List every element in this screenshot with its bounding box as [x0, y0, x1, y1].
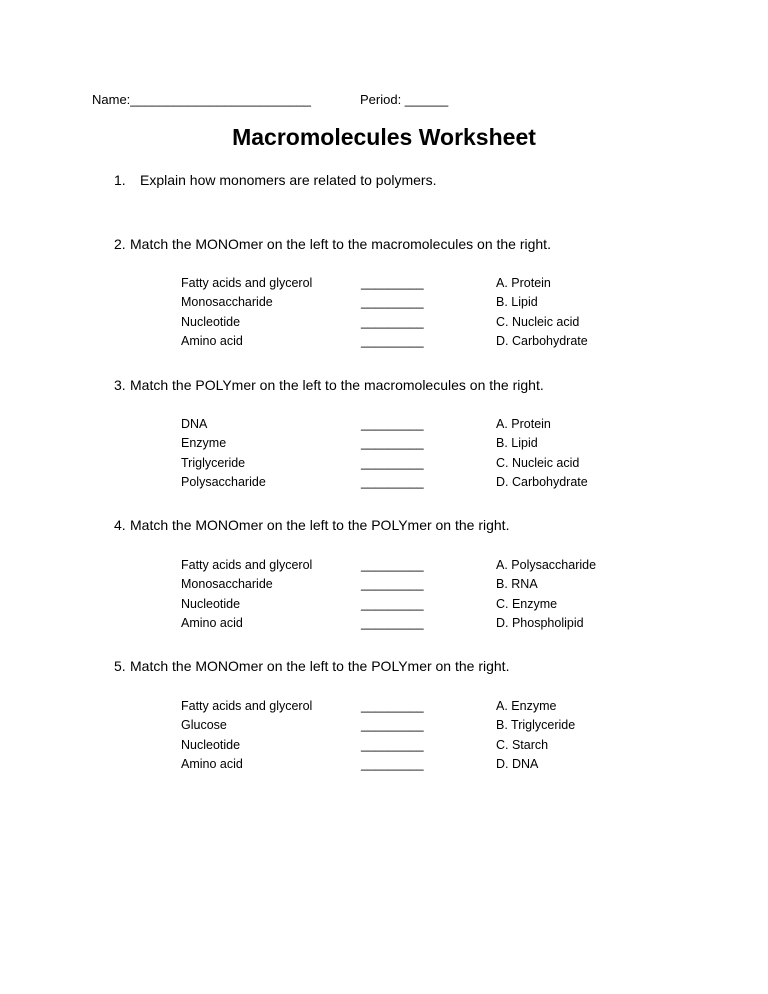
match-right-item: B. Lipid — [496, 295, 538, 310]
match-left-item: Fatty acids and glycerol — [181, 558, 313, 572]
question-number: 2. — [114, 236, 126, 252]
match-left-item: Fatty acids and glycerol — [181, 276, 313, 290]
match-blank-column — [361, 556, 424, 633]
answer-blank[interactable]: _________ — [361, 417, 424, 431]
question-text: Match the MONOmer on the left to the POLYmer on the right. — [130, 658, 510, 674]
answer-blank[interactable]: _________ — [361, 756, 424, 771]
match-right-item: C. Nucleic acid — [496, 455, 580, 470]
match-right-column — [496, 556, 596, 633]
answer-blank[interactable]: _________ — [361, 295, 424, 310]
answer-blank[interactable]: _________ — [361, 455, 424, 470]
answer-blank[interactable]: _________ — [361, 558, 424, 572]
question-number: 1. — [114, 172, 126, 188]
match-left-item: DNA — [181, 417, 208, 431]
answer-blank[interactable]: _________ — [361, 699, 424, 713]
question-text: Match the MONOmer on the left to the POLYmer on the right. — [130, 517, 510, 533]
match-right-item: B. RNA — [496, 577, 538, 592]
page-title: Macromolecules Worksheet — [232, 124, 536, 150]
match-left-item: Fatty acids and glycerol — [181, 699, 313, 713]
match-blank-column — [361, 415, 424, 492]
answer-blank[interactable]: _________ — [361, 474, 424, 489]
question-text: Match the POLYmer on the left to the macromolecules on the right. — [130, 377, 544, 393]
question-number: 3. — [114, 377, 126, 393]
match-right-item: B. Lipid — [496, 436, 538, 451]
match-left-item: Monosaccharide — [181, 295, 273, 310]
match-right-item: D. Carbohydrate — [496, 333, 588, 348]
match-right-item: D. DNA — [496, 756, 539, 771]
answer-blank[interactable]: _________ — [361, 276, 424, 290]
match-left-item: Monosaccharide — [181, 577, 273, 592]
match-left-item: Nucleotide — [181, 737, 241, 752]
answer-blank[interactable]: _________ — [361, 615, 424, 630]
answer-blank[interactable]: _________ — [361, 314, 424, 329]
question-text: Explain how monomers are related to polymers. — [140, 172, 437, 188]
match-left-item: Nucleotide — [181, 314, 241, 329]
match-left-item: Nucleotide — [181, 596, 241, 611]
answer-blank[interactable]: _________ — [361, 577, 424, 592]
match-left-item: Amino acid — [181, 756, 243, 771]
name-field-line: Name:_________________________ — [92, 92, 312, 107]
match-right-item: A. Enzyme — [496, 699, 557, 713]
match-right-item: C. Nucleic acid — [496, 314, 580, 329]
question-text: Match the MONOmer on the left to the macromolecules on the right. — [130, 236, 551, 252]
match-right-item: D. Phospholipid — [496, 615, 584, 630]
match-left-item: Triglyceride — [181, 455, 246, 470]
match-right-item: A. Polysaccharide — [496, 558, 597, 572]
answer-blank[interactable]: _________ — [361, 596, 424, 611]
match-blank-column — [361, 274, 424, 351]
match-left-item: Polysaccharide — [181, 474, 266, 489]
match-left-item: Amino acid — [181, 333, 243, 348]
answer-blank[interactable]: _________ — [361, 436, 424, 451]
match-right-item: B. Triglyceride — [496, 718, 576, 733]
match-left-column — [181, 556, 312, 633]
match-left-item: Glucose — [181, 718, 227, 733]
match-right-item: A. Protein — [496, 276, 551, 290]
match-right-column — [496, 415, 588, 492]
match-right-item: C. Starch — [496, 737, 549, 752]
match-right-column — [496, 697, 575, 774]
match-left-column — [181, 697, 312, 774]
match-blank-column — [361, 697, 424, 774]
match-right-item: C. Enzyme — [496, 596, 558, 611]
match-right-column — [496, 274, 588, 351]
match-right-item: D. Carbohydrate — [496, 474, 588, 489]
period-field-line: Period: ______ — [360, 92, 449, 107]
answer-blank[interactable]: _________ — [361, 737, 424, 752]
match-left-column — [181, 415, 266, 492]
match-left-column — [181, 274, 312, 351]
answer-blank[interactable]: _________ — [361, 333, 424, 348]
match-left-item: Amino acid — [181, 615, 243, 630]
question-number: 4. — [114, 517, 126, 533]
answer-blank[interactable]: _________ — [361, 718, 424, 733]
match-left-item: Enzyme — [181, 436, 227, 451]
question-number: 5. — [114, 658, 126, 674]
match-right-item: A. Protein — [496, 417, 551, 431]
